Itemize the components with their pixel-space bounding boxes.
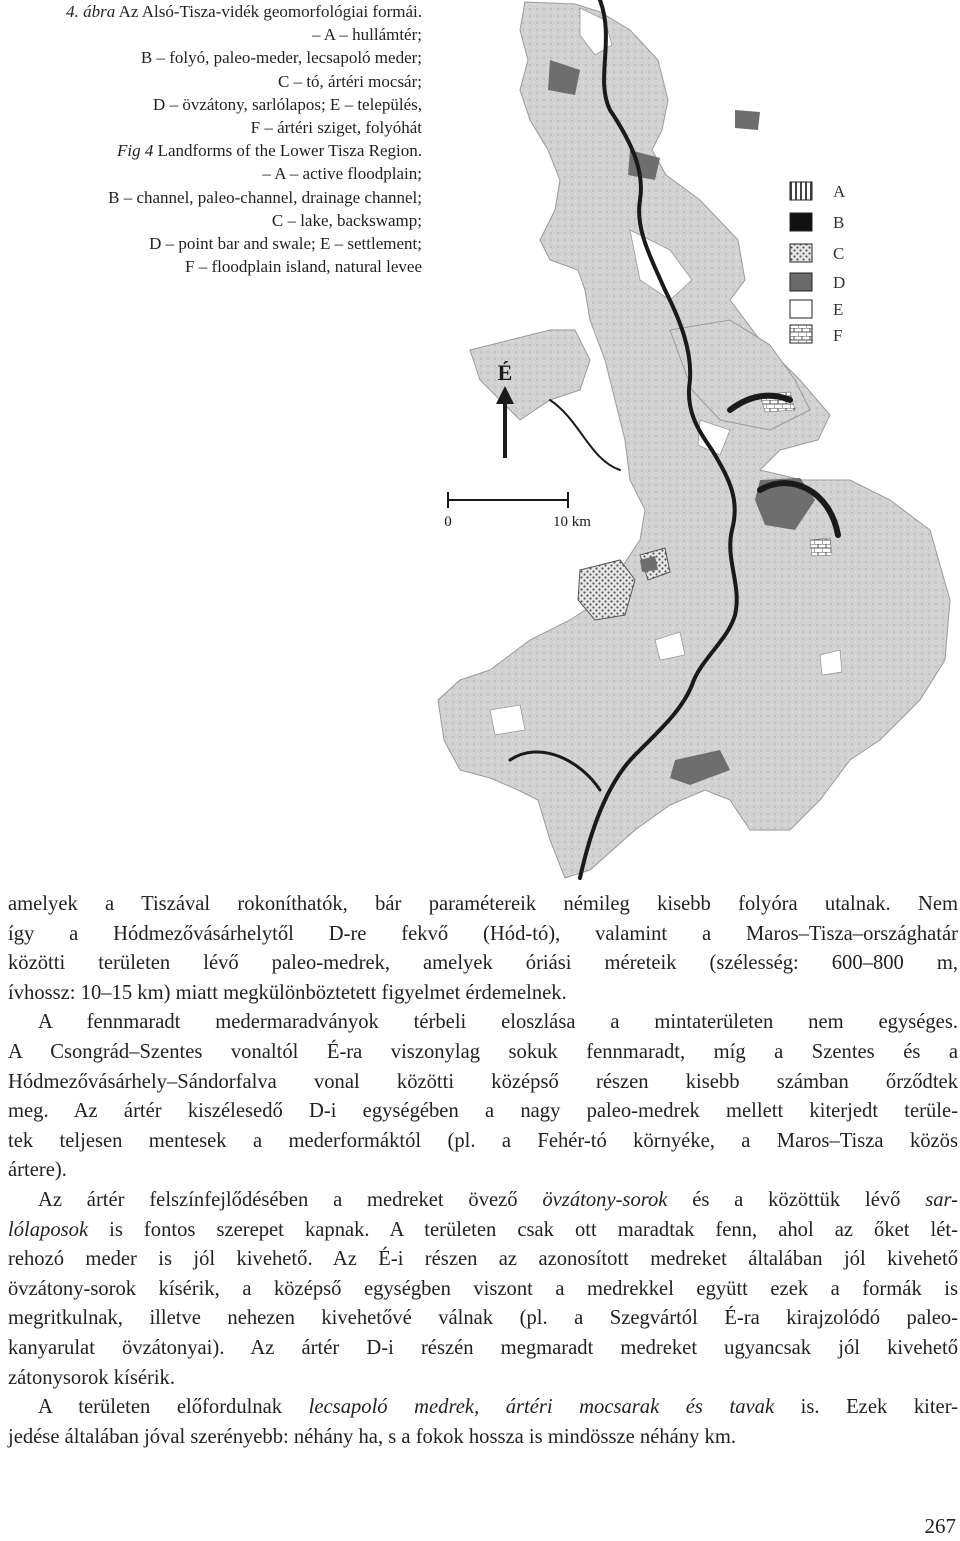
- paragraph-2: [8, 1008, 958, 1186]
- legend-swatch-c: [790, 244, 812, 262]
- drainage-channel: [550, 400, 620, 470]
- body-text: [8, 890, 958, 1452]
- legend-swatch-a: [790, 182, 812, 200]
- caption-hu-line: F – ártéri sziget, folyóhát: [250, 118, 422, 138]
- caption-en-label: Fig 4: [116, 141, 154, 161]
- caption-hu-line: C – tó, ártéri mocsár;: [278, 71, 422, 91]
- text-run: is fontos szerepet kapnak. A területen csak ott maradtak fenn, ahol az őket lét-: [88, 1218, 958, 1241]
- scale-start-label: 0: [444, 514, 452, 530]
- legend-label-b: B: [833, 213, 845, 232]
- caption-en-line: – A – active floodplain;: [262, 164, 422, 184]
- scale-bar: [444, 492, 591, 530]
- legend-swatch-e: [790, 300, 812, 318]
- caption-hu-title-text: Az Alsó-Tisza-vidék geomorfológiai formái.: [118, 2, 422, 21]
- legend-label-f: F: [833, 326, 843, 345]
- text-line: így a Hódmezővásárhelytől D-re fekvő (Hód-tó), valamint a Maros–Tisza–országhatár: [8, 922, 958, 945]
- text-run: Az ártér felszínfejlődésében a medreket övező: [38, 1188, 543, 1211]
- paragraph-4: [8, 1393, 958, 1452]
- text-line: meg. Az ártér kiszélesedő D-i egységében a nagy paleo-medrek mellett kiterjedt terüle-: [8, 1100, 958, 1123]
- caption-en-title-text: Landforms of the Lower Tisza Region.: [157, 141, 422, 161]
- text-line: [8, 1393, 958, 1423]
- legend-label-e: E: [833, 300, 844, 319]
- text-line: jedése általában jóval szerényebb: néhány ha, s a fokok hossza is mindössze néhány km.: [8, 1425, 736, 1448]
- caption-hu-line: D – övzátony, sarlólapos; E – település,: [153, 94, 422, 114]
- text-line: kanyarulat övzátonyai). Az ártér D-i részén megmaradt medreket ugyancsak jól kivehető: [8, 1336, 958, 1359]
- page-number: 267: [924, 1514, 956, 1538]
- legend-label-a: A: [833, 182, 846, 201]
- italic-term: lecsapoló medrek, ártéri mocsarak és tavak: [308, 1396, 775, 1419]
- text-line: rehozó meder is jól kivehető. Az É-i részen az azonosított medreket általában jól kivehető: [8, 1248, 958, 1271]
- text-line: A Csongrád–Szentes vonaltól É-ra viszonylag sokuk fennmaradt, míg a Szentes és a: [8, 1040, 958, 1063]
- text-line: [8, 1216, 958, 1246]
- text-line: megritkulnak, illetve nehezen kivehetővé válnak (pl. a Szegvártól É-ra kirajzolódó paleo-: [8, 1307, 958, 1330]
- caption-en-line: D – point bar and swale; E – settlement;: [149, 234, 422, 254]
- text-line: amelyek a Tiszával rokoníthatók, bár paramétereik némileg kisebb folyóra utalnak. Nem: [8, 893, 958, 915]
- caption-hu-label: 4. ábra: [66, 2, 116, 21]
- text-line: közötti területen lévő paleo-medrek, amelyek óriási méreteik (szélesség: 600–800 m,: [8, 952, 958, 975]
- text-run: A területen előfordulnak: [38, 1396, 309, 1419]
- italic-term: övzátony-sorok: [542, 1188, 668, 1211]
- italic-term: lólaposok: [8, 1218, 89, 1241]
- text-line: övzátony-sorok kísérik, a középső egységben viszont a medrekkel együtt ezek a formák is: [8, 1277, 958, 1300]
- text-line: A fennmaradt medermaradványok térbeli eloszlása a mintaterületen nem egységes.: [38, 1011, 958, 1034]
- legend-swatch-b: [790, 213, 812, 231]
- caption-en-line: B – channel, paleo-channel, drainage channel;: [108, 187, 422, 207]
- legend-swatch-f: [790, 325, 812, 343]
- geomorphology-map: [430, 0, 960, 880]
- map-legend: [790, 182, 846, 345]
- scale-end-label: 10 km: [553, 514, 591, 530]
- text-line: zátonysorok kísérik.: [8, 1366, 176, 1389]
- text-line: ártere).: [8, 1159, 67, 1182]
- text-line: Hódmezővásárhely–Sándorfalva vonal közötti középső részen kisebb számban őrződtek: [8, 1070, 958, 1093]
- caption-hu-line: B – folyó, paleo-meder, lecsapoló meder;: [140, 48, 422, 68]
- paragraph-1: [8, 890, 958, 1008]
- italic-term: sar-: [925, 1188, 958, 1211]
- legend-swatch-d: [790, 273, 812, 291]
- caption-hu-line: – A – hullámtér;: [311, 25, 422, 45]
- paragraph-3: [8, 1186, 958, 1393]
- floodplain-area: [438, 2, 950, 878]
- text-line: ívhossz: 10–15 km) miatt megkülönböztetett figyelmet érdemelnek.: [8, 981, 567, 1004]
- legend-label-c: C: [833, 244, 845, 263]
- text-line: tek teljesen mentesek a mederformáktól (pl. a Fehér-tó környéke, a Maros–Tisza közös: [8, 1129, 958, 1152]
- text-line: [8, 1186, 958, 1216]
- text-run: és a közöttük lévő: [667, 1188, 926, 1211]
- caption-en-line: C – lake, backswamp;: [271, 210, 422, 230]
- text-run: is. Ezek kiter-: [774, 1396, 959, 1419]
- caption-hu-title: [8, 0, 422, 23]
- caption-en-line: F – floodplain island, natural levee: [185, 257, 422, 277]
- caption-en-title: [8, 139, 422, 162]
- figure-caption: [8, 0, 422, 278]
- north-label: É: [497, 360, 513, 385]
- legend-label-d: D: [833, 273, 846, 292]
